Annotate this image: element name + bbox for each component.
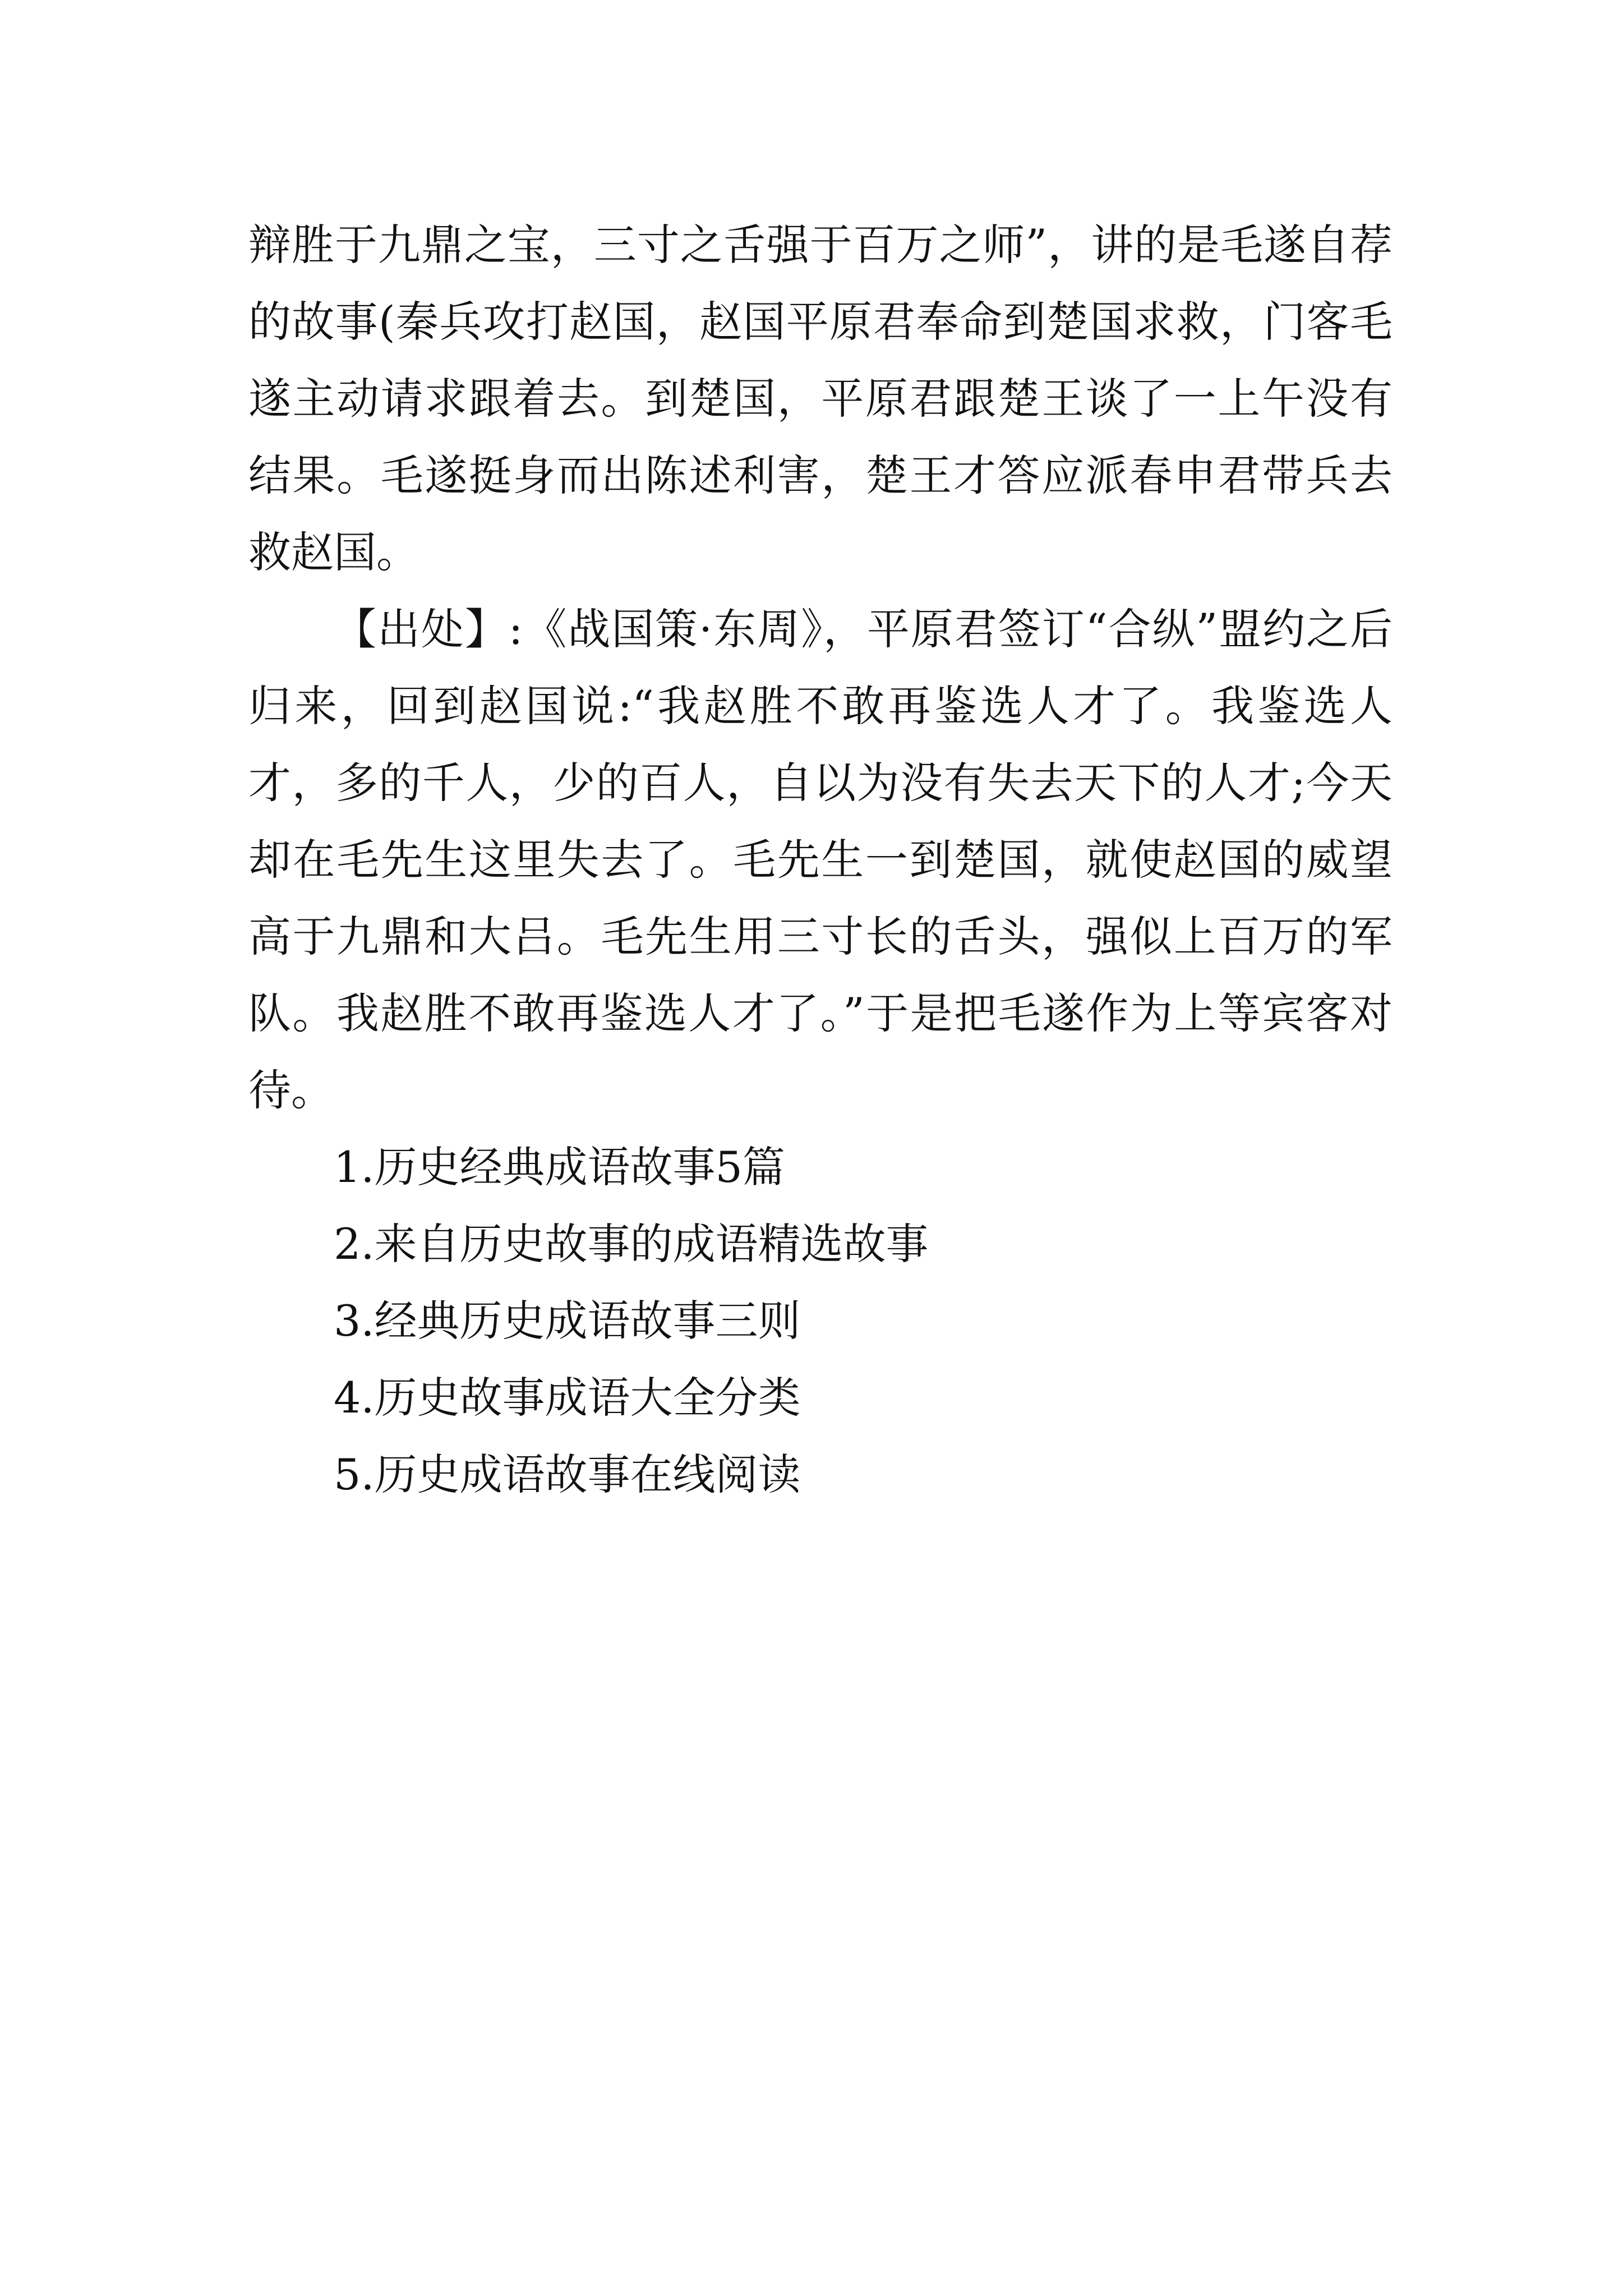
related-articles-list — [248, 1129, 1393, 1513]
related-article-item: 1.历史经典成语故事5篇 — [334, 1142, 785, 1192]
related-article-item: 3.经典历史成语故事三则 — [334, 1296, 801, 1346]
source-paragraph: 【出处】:《战国策·东周》，平原君签订“合纵”盟约之后归来，回到赵国说:“我赵胜不敢再鉴选人才了。我鉴选人才，多的千人，少的百人，自以为没有失去天下的人才;今天却在毛先生这里失去了。毛先生一到楚国，就使赵国的威望高于九鼎和大吕。毛先生用三寸长的舌头，强似上百万的军队。我赵胜不敢再鉴选人才了。”于是把毛遂作为上等宾客对待。 — [248, 604, 1393, 1115]
story-paragraph: 辩胜于九鼎之宝，三寸之舌强于百万之师”，讲的是毛遂自荐的故事(秦兵攻打赵国，赵国平原君奉命到楚国求救，门客毛遂主动请求跟着去。到楚国，平原君跟楚王谈了一上午没有结果。毛遂挺身而出陈述利害，楚王才答应派春申君带兵去救赵国。 — [248, 220, 1393, 577]
related-article-item: 2.来自历史故事的成语精选故事 — [334, 1219, 929, 1269]
related-article-item: 5.历史成语故事在线阅读 — [334, 1450, 801, 1499]
document-body — [248, 206, 1393, 1513]
related-article-item: 4.历史故事成语大全分类 — [334, 1373, 801, 1423]
